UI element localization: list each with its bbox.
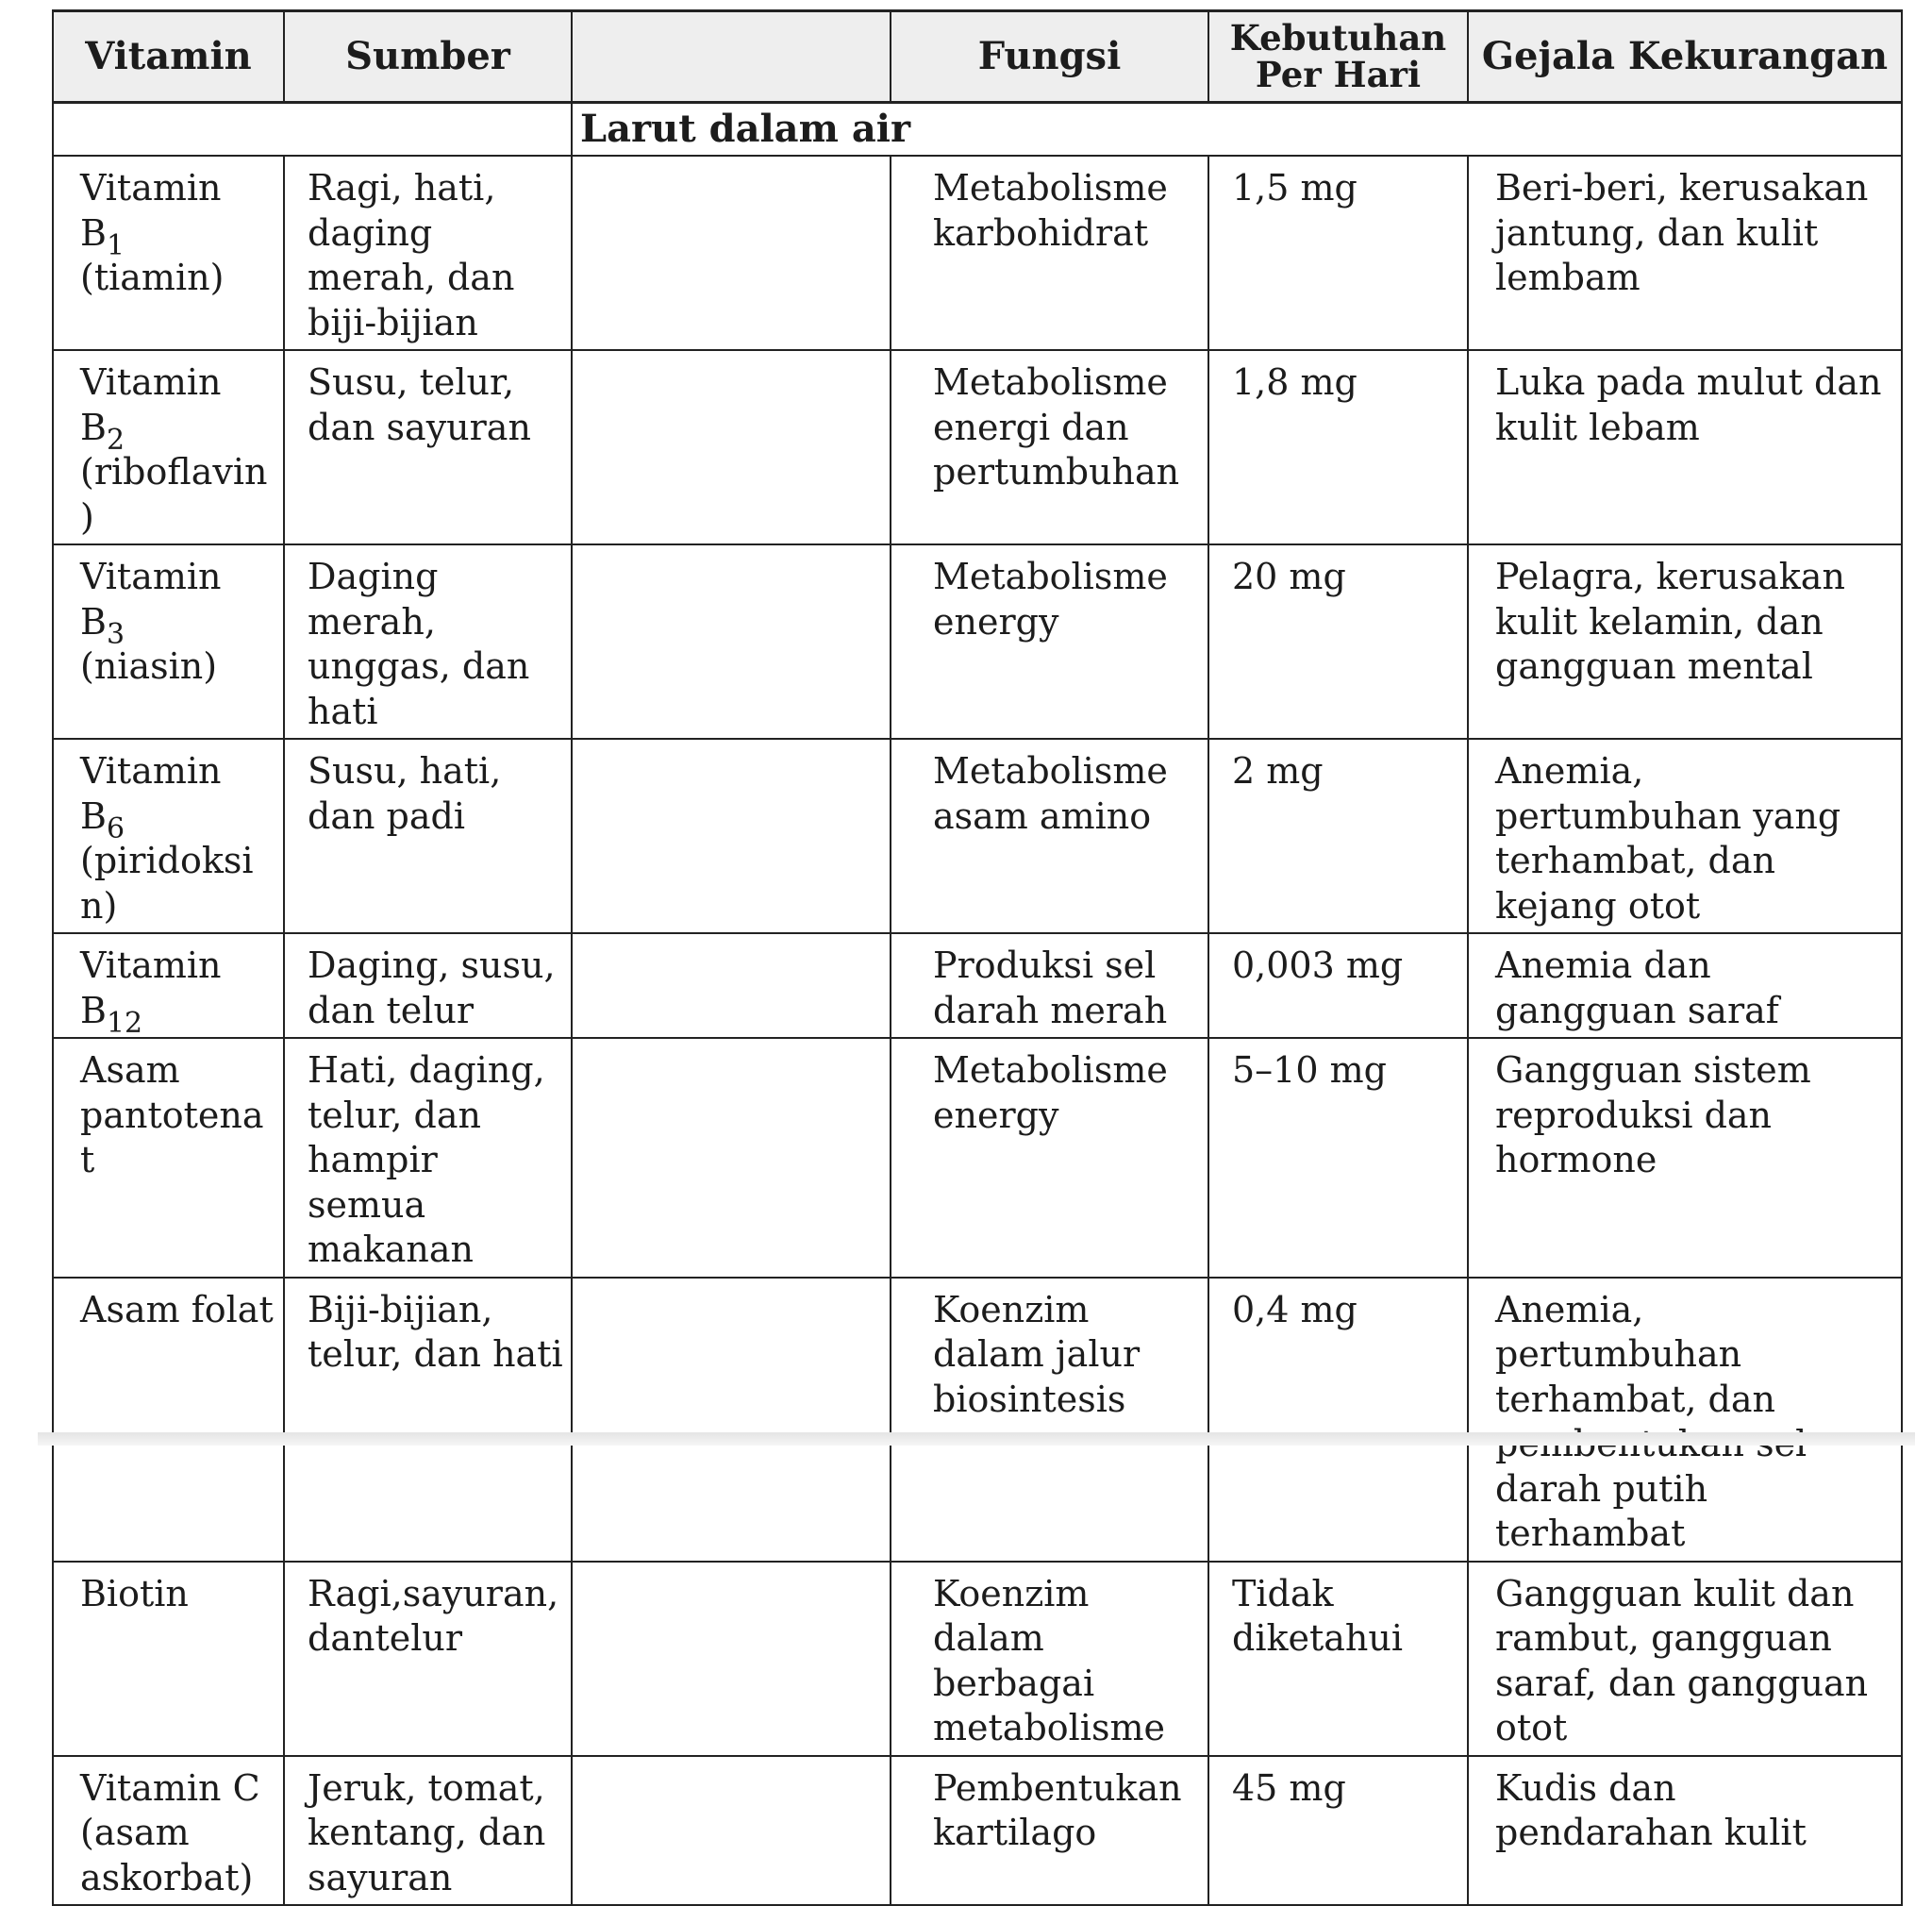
vitamin-note: (piridoksin) [80, 840, 254, 927]
table-row [53, 1278, 1902, 1562]
cell-gejala: Kudis dan pendarahan kulit [1468, 1756, 1902, 1906]
cell-sumber: Daging, susu, dan telur [284, 933, 572, 1038]
page-bottom-edge [38, 1432, 1915, 1446]
table-header [53, 11, 1902, 103]
cell-gejala: Anemia, pertumbuhan terhambat, dan darah putih terhambat [1468, 1278, 1902, 1562]
cell-vitamin [53, 739, 284, 933]
cell-kebutuhan: 0,4 mg [1208, 1278, 1468, 1562]
table-row [53, 1038, 1902, 1278]
cell-gejala: Anemia dan gangguan saraf [1468, 933, 1902, 1038]
cell-sumber: Susu, telur, dan sayuran [284, 350, 572, 544]
vitamin-name: Asam folat [80, 1288, 274, 1330]
cell-vitamin [53, 544, 284, 739]
cell-fungsi: Pembentukan kartilago [891, 1756, 1208, 1906]
cell-sumber: Hati, daging, telur, dan hampir semua makanan [284, 1038, 572, 1278]
cell-kebutuhan: 5–10 mg [1208, 1038, 1468, 1278]
cell-vitamin [53, 1562, 284, 1756]
vitamin-subscript: 1 [106, 228, 125, 262]
cell-kebutuhan: 1,5 mg [1208, 156, 1468, 350]
header-kebutuhan [1208, 11, 1468, 103]
vitamin-subscript: 2 [106, 423, 125, 457]
cell-vitamin [53, 1038, 284, 1278]
header-row [53, 11, 1902, 103]
cell-vitamin [53, 1756, 284, 1906]
vitamin-note: (niasin) [80, 645, 218, 687]
cell-gejala: Luka pada mulut dan kulit lebam [1468, 350, 1902, 544]
cell-empty [572, 1038, 891, 1278]
cell-fungsi: Produksi sel darah merah [891, 933, 1208, 1038]
cell-empty [572, 933, 891, 1038]
cell-gejala: Anemia, pertumbuhan yang terhambat, dan kejang otot [1468, 739, 1902, 933]
cell-sumber: Jeruk, tomat, kentang, dan sayuran [284, 1756, 572, 1906]
cell-empty [572, 1278, 891, 1562]
cell-sumber: Susu, hati, dan padi [284, 739, 572, 933]
table-row [53, 1562, 1902, 1756]
cell-kebutuhan: 2 mg [1208, 739, 1468, 933]
cell-fungsi: Metabolisme asam amino [891, 739, 1208, 933]
header-fungsi: Fungsi [891, 11, 1208, 103]
vitamin-name: Asam pantotenat [80, 1049, 264, 1180]
vitamin-name: Vitamin C [80, 1766, 260, 1809]
cell-kebutuhan: 0,003 mg [1208, 933, 1468, 1038]
vitamin-note: (tiamin) [80, 257, 225, 298]
header-kebutuhan-line2: Per Hari [1255, 54, 1422, 95]
table-row [53, 350, 1902, 544]
table-row [53, 1756, 1902, 1906]
vitamin-name: Vitamin B [80, 750, 222, 837]
cell-sumber: Daging merah, unggas, dan hati [284, 544, 572, 739]
cell-fungsi: Metabolisme energy [891, 1038, 1208, 1278]
cell-vitamin [53, 156, 284, 350]
section-spacer [53, 103, 572, 157]
vitamin-name: Vitamin B [80, 945, 222, 1031]
cell-sumber: Ragi, hati, daging merah, dan biji-bijian [284, 156, 572, 350]
cell-empty [572, 350, 891, 544]
cell-empty [572, 156, 891, 350]
table-row [53, 156, 1902, 350]
cell-empty [572, 544, 891, 739]
cell-kebutuhan: Tidak diketahui [1208, 1562, 1468, 1756]
cell-gejala: Pelagra, kerusakan kulit kelamin, dan gangguan mental [1468, 544, 1902, 739]
vitamin-subscript: 3 [106, 617, 125, 651]
cell-vitamin [53, 933, 284, 1038]
cell-empty [572, 1756, 891, 1906]
cell-fungsi: Metabolisme energy [891, 544, 1208, 739]
cell-vitamin [53, 350, 284, 544]
cell-fungsi: Koenzim dalam jalur biosintesis [891, 1278, 1208, 1562]
table-row [53, 739, 1902, 933]
vitamin-table [52, 9, 1903, 1906]
cell-kebutuhan: 45 mg [1208, 1756, 1468, 1906]
cell-sumber: Ragi,sayuran, dantelur [284, 1562, 572, 1756]
cell-gejala: Gangguan sistem reproduksi dan hormone [1468, 1038, 1902, 1278]
cell-gejala: Gangguan kulit dan rambut, gangguan saraf, dan gangguan otot [1468, 1562, 1902, 1756]
cell-kebutuhan: 1,8 mg [1208, 350, 1468, 544]
vitamin-subscript: 6 [106, 811, 125, 845]
cell-gejala: Beri-beri, kerusakan jantung, dan kulit lembam [1468, 156, 1902, 350]
cell-empty [572, 739, 891, 933]
vitamin-table-container [52, 9, 1901, 1906]
vitamin-note: (riboflavin) [80, 451, 268, 538]
cell-kebutuhan: 20 mg [1208, 544, 1468, 739]
vitamin-name: Vitamin B [80, 167, 222, 254]
section-row [53, 103, 1902, 157]
cell-fungsi: Metabolisme energi dan pertumbuhan [891, 350, 1208, 544]
table-row [53, 544, 1902, 739]
table-row [53, 933, 1902, 1038]
vitamin-name: Vitamin B [80, 556, 222, 643]
cell-empty [572, 1562, 891, 1756]
table-body [53, 103, 1902, 1906]
cell-sumber: Biji-bijian, telur, dan hati [284, 1278, 572, 1562]
cell-vitamin [53, 1278, 284, 1562]
vitamin-note: (asam askorbat) [80, 1812, 254, 1898]
header-gejala: Gejala Kekurangan [1468, 11, 1902, 103]
header-kebutuhan-line1: Kebutuhan [1229, 17, 1447, 59]
cell-fungsi: Koenzim dalam berbagai metabolisme [891, 1562, 1208, 1756]
header-sumber: Sumber [284, 11, 572, 103]
header-vitamin: Vitamin [53, 11, 284, 103]
header-empty [572, 11, 891, 103]
vitamin-subscript: 12 [106, 1006, 143, 1038]
vitamin-name: Vitamin B [80, 361, 222, 448]
cell-fungsi: Metabolisme karbohidrat [891, 156, 1208, 350]
section-label: Larut dalam air [572, 103, 1902, 157]
vitamin-name: Biotin [80, 1572, 189, 1614]
